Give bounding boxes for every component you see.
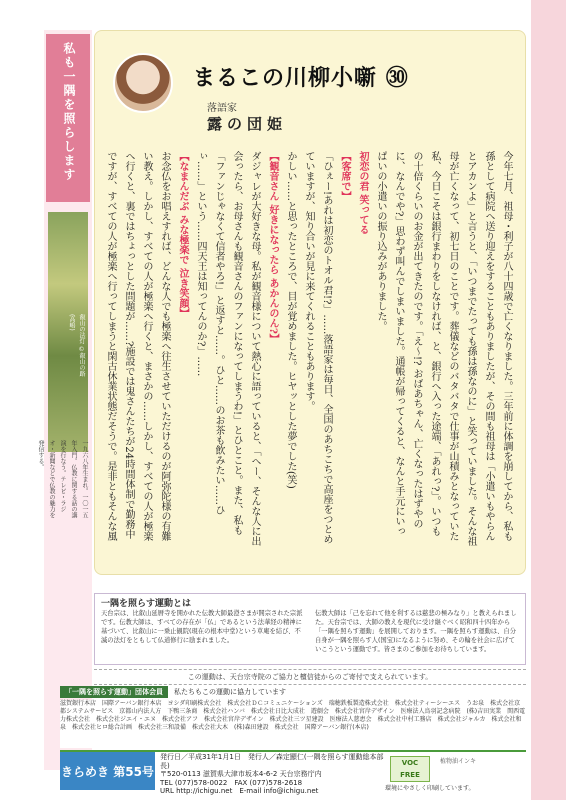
issue-number: ㉚ bbox=[385, 65, 409, 91]
essay-body bbox=[105, 151, 515, 546]
essay-paragraph: 【なまんだぶ みな極楽で 泣き笑顔】 bbox=[177, 151, 188, 318]
pub-line-3: TEL (077)578-0022 FAX (077)578-2618 bbox=[160, 778, 303, 787]
movement-text-right: 伝教大師は「己を忘れて他を利するは慈悲の極みなり」と教えられました。天台宗では、大師の教えを現代に受け継ぐべく昭和四十四年から「一隅を照らす運動」を展開しております。一隅を照らす運動は、自分自身が一隅を照らす人(国宝)になるように努め、その輪を社会に広げていこうという運動です。皆さまのご参加をお待ちしています。 bbox=[315, 610, 517, 653]
movement-text-left: 天台宗は、比叡山延暦寺を開かれた伝教大師最澄さまが開宗された宗派です。伝教大師は、すべての存在が「仏」であるという法華経の精神に基づいて、比叡山に一乗止観院(現在の根本中堂)という草庵を結び、不滅の法灯をともして仏道修行に励まれました。 bbox=[101, 610, 303, 644]
title-text: まるこの川柳小噺 bbox=[193, 65, 378, 91]
members-subtitle: 私たちもこの運動に協力しています bbox=[174, 688, 286, 696]
article-card bbox=[94, 30, 526, 575]
sidebar bbox=[37, 30, 92, 770]
essay-paragraph: 「ひぇー!あれは初恋のトオル君!?」……落語家は毎日、全国のあちこちで高座をつとめていますが、知り合いが見に来てくれることもあります。 bbox=[303, 151, 332, 545]
movement-title: 一隅を照らす運動とは bbox=[101, 599, 192, 609]
essay-paragraph: お念仏をお唱えすれば、どんな人でも極楽へ往生させていただけるのが阿弥陀様の有難い教え。しかし、すべての人が極楽へ行くと、まさかの……しかし、すべての人が極楽へ行くと、裏ではちょっとした問題が……?施設では鬼さんたちが24時間体制で勤務中ですが、すべての人が極楽へ行ってしまうと閑古休業状態だそうで。是非ともそんな風 bbox=[105, 151, 170, 541]
movement-footnote: この運動は、天台宗寺院のご協力と檀信徒からのご寄付で支えられています。 bbox=[94, 669, 526, 685]
article-title bbox=[193, 61, 409, 92]
eco-note: 環境にやさしく印刷しています。 bbox=[385, 785, 475, 792]
photo-caption: 叡山の法灯 ©叡山の路(高嶋) bbox=[68, 314, 85, 377]
essay-paragraph: 今年七月、祖母・利子が八十四歳で亡くなりました。三年前に体調を崩してから、私も孫として病院へ送り迎えをすることもありましたが、その間も祖母は「小遣いもやらんとアカンよ」と言うと、「いつまでたっても孫は孫なのに」と笑っていました。そんな祖母が亡くなって、初七日のことです。葬儀などのバタバタで仕事が山積みとなっていた私、今日こそは銀行まわりをしなければ、と、銀行へ入った途端、「あれっ?」。いつもの十倍くらいのお金が出てきたのです。「え〜!? おばあちゃん、亡くなったはずやのに、なんでや?」思わず叫んでしまいました。通帳が帰ってくると、なんと手元にいっぱいの小遣いの振り込みがありました。 bbox=[375, 151, 512, 546]
footer bbox=[60, 750, 526, 795]
movement-box bbox=[94, 593, 526, 665]
members-list: 滋賀銀行本店 国際アーバン銀行本店 ヨシダ印刷株式会社 株式会社ＤＣコミュニケーションズ 瑞穂鉄板製造株式会社 株式会社ティーシーエス うお泉 株式会社京都システムサービス 京都山内法人方 下鴨三条商 株式会社ハンバ 株式会社日比大成社 遊劇会 株式会社宮岸デザイン 医療法人鳥羽記念病院 (株)吉田実業 関西電力株式会社 株式会社ジエイ・エヌ 株式会社アフ 株式会社宮岸デザイン 株式会社三ツ星建設 医療法人慈恵会 株式会社中村工務店 株式会社ジャルカ 株式会社和泉 株式会社ヒロ総合計画 株式会社三和設備 株式会社大木 (株)森田建設 株式会社 国際アーバン銀行(本店) bbox=[60, 700, 526, 748]
plant-ink-logo: 植物油インキ bbox=[439, 758, 476, 765]
pub-line-1: 発行日／平成31年1月1日 発行人／森定顯仁(一隅を照らす運動総本部長) bbox=[160, 753, 384, 770]
members-header bbox=[60, 686, 526, 698]
publisher-info bbox=[160, 753, 390, 796]
author-name: 露の団姫 bbox=[207, 115, 288, 133]
voc-free-logo: VOC FREE bbox=[390, 756, 430, 782]
author-role: 落語家 bbox=[207, 103, 237, 114]
pub-line-4: URL http://ichigu.net E-mail info@ichigu.net bbox=[160, 787, 319, 795]
right-pink-strip bbox=[531, 0, 566, 800]
essay-paragraph: 【観音さん 好きになったら あかんのん?】 bbox=[267, 151, 278, 344]
sidebar-title: 私も一隅を照らします bbox=[46, 34, 90, 202]
essay-paragraph: 【客席で】 bbox=[339, 151, 350, 201]
essay-paragraph: 初恋の君 笑ってる bbox=[357, 151, 368, 235]
essay-paragraph: かしい……と思ったところで、目が覚めました。ヒヤッとした夢でした(笑) bbox=[285, 151, 296, 489]
author-avatar bbox=[113, 53, 173, 113]
pub-line-2: 〒520-0113 滋賀県大津市坂本4-6-2 天台宗務庁内 bbox=[160, 770, 322, 778]
author-profile: 一九六八年生まれ。一〇一五年入門。仏教に関する話の講演を行なう。テレビ・ラジオ・新聞などで仏教の魅力を発信する。 bbox=[37, 440, 88, 518]
essay-paragraph: ダジャレが大好きな母。私が観音様について熱心に語っていると、「へー、そんな人に出会ったら、お母さんも観音さんのファンになってしまうわ!」とひとこと。また、私も「ファンじゃなくて信者やろ!」と返すと……。ひと……のお茶も飲みたい……ひぃ……」という……四天王は知ってんのか?」…… bbox=[195, 151, 260, 546]
issue-label: きらめき 第55号 bbox=[60, 752, 155, 790]
members-tag: 「一隅を照らす運動」団体会員 bbox=[60, 686, 168, 698]
